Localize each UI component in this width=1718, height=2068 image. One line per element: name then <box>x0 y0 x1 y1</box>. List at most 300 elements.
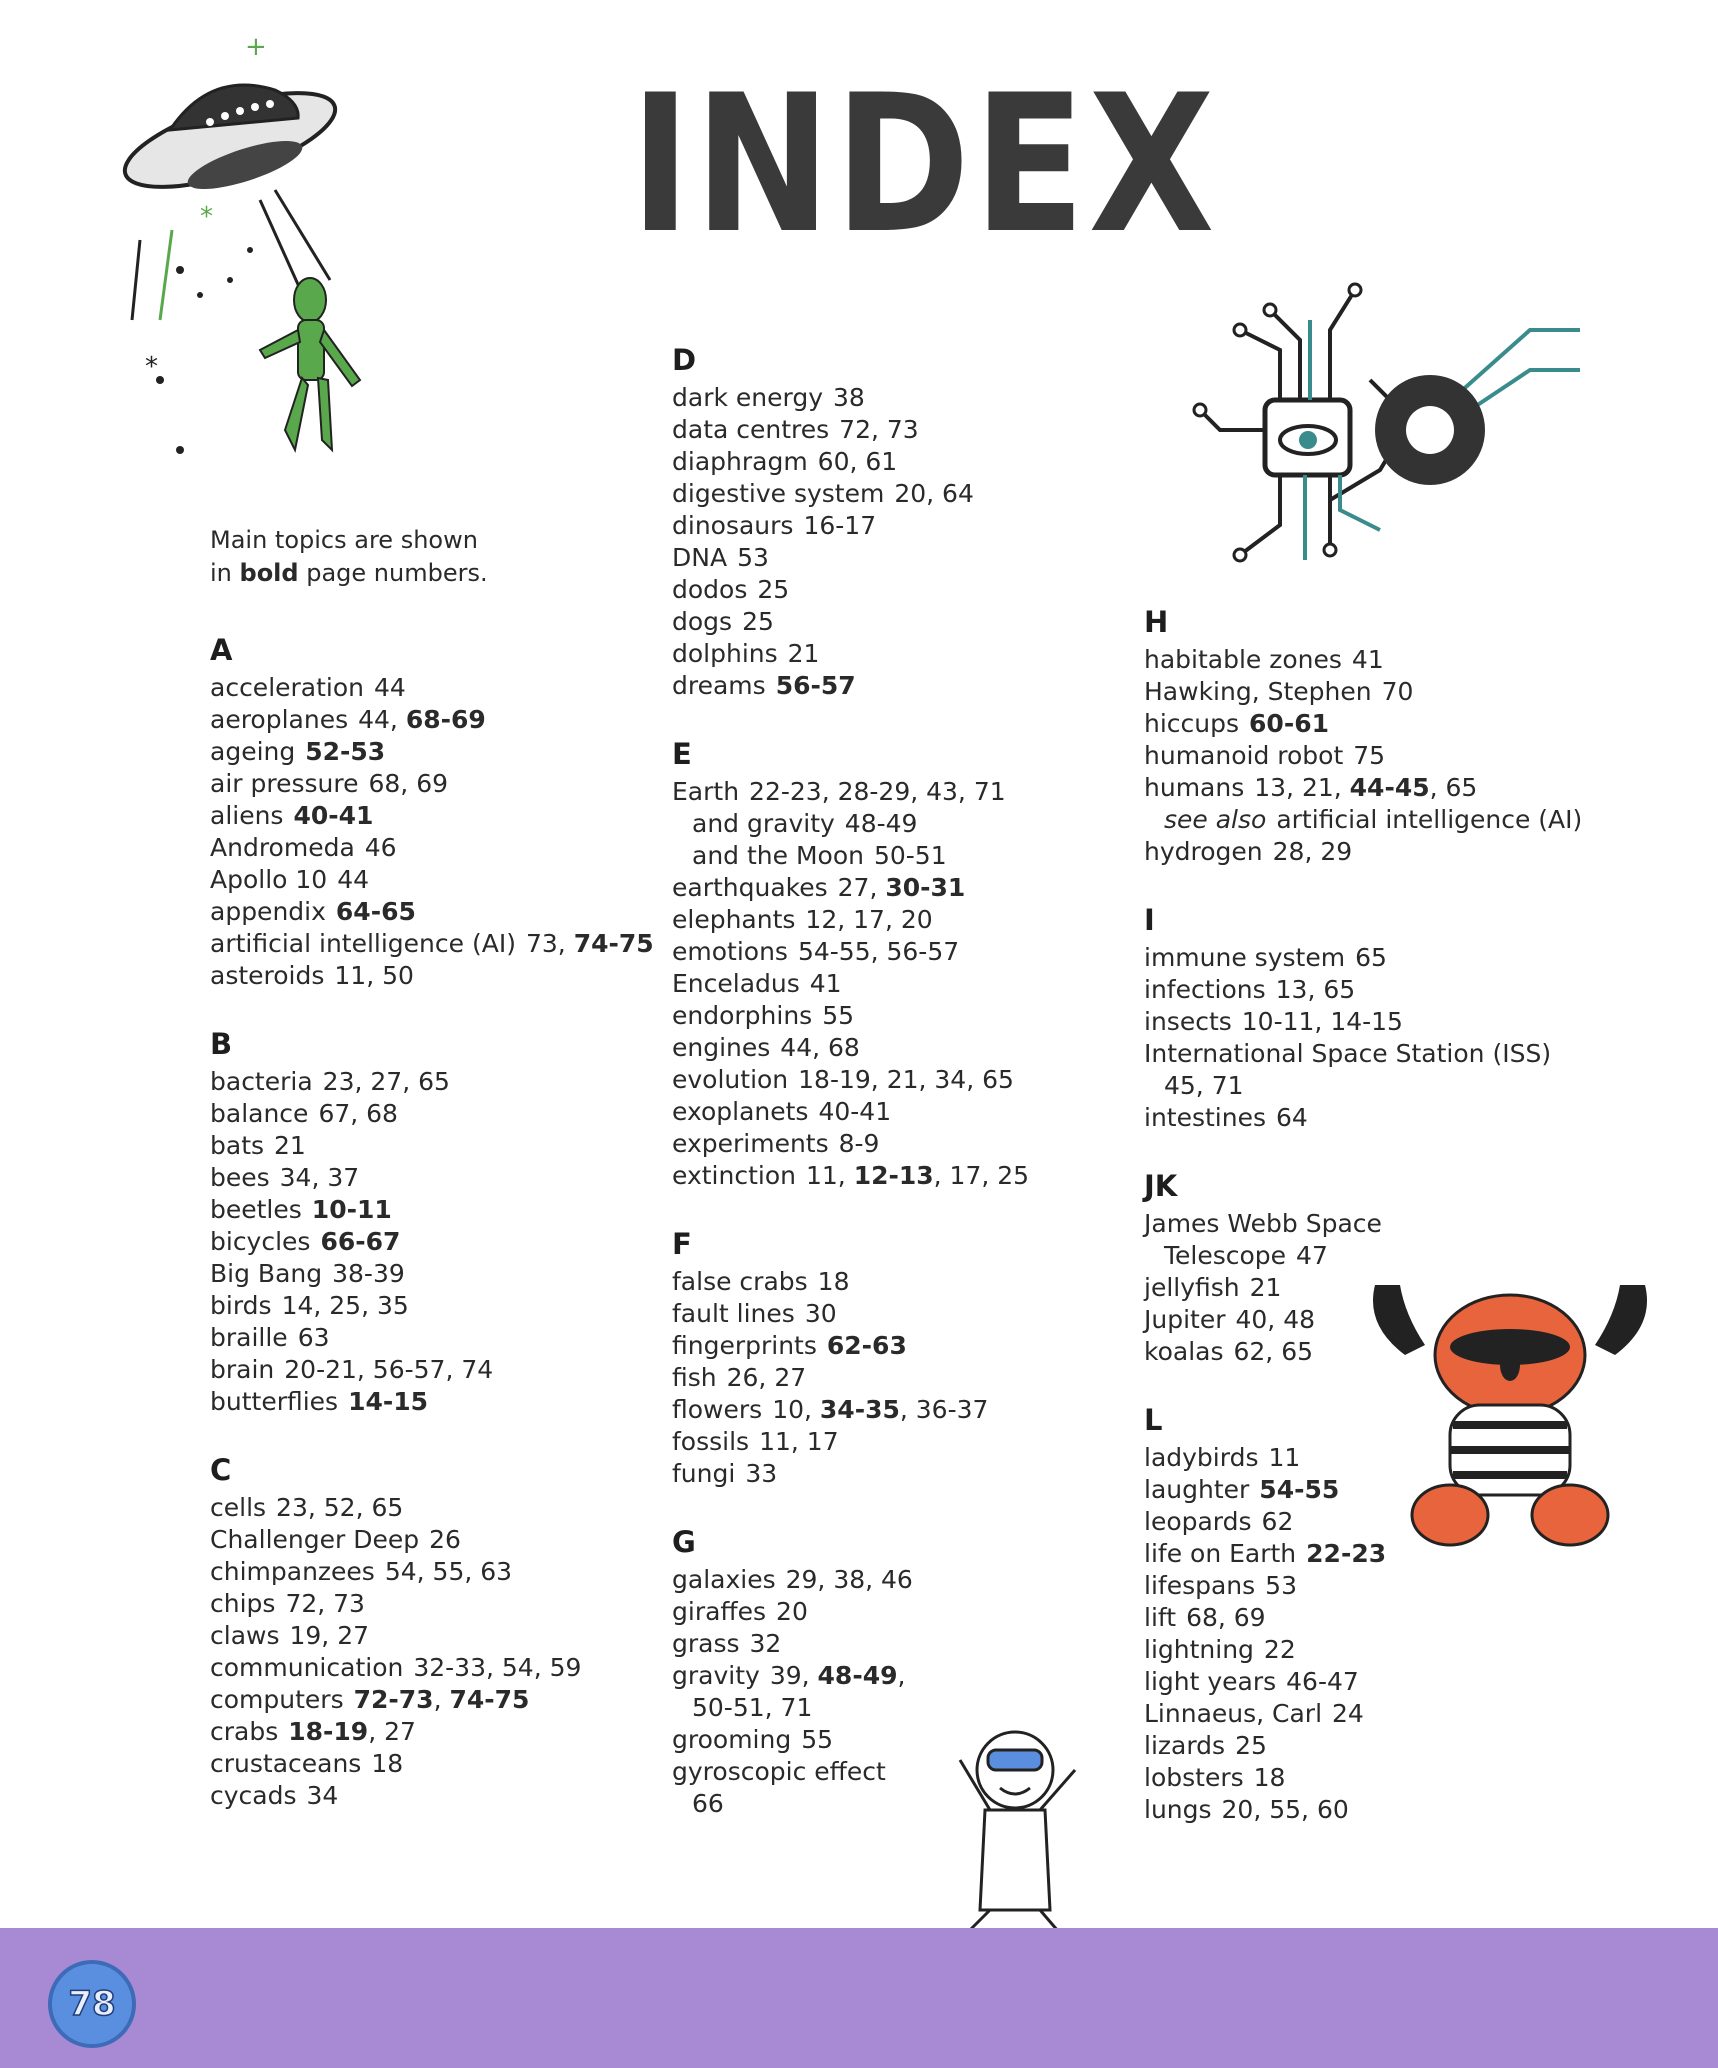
index-entry <box>210 1748 650 1780</box>
entry-pages: 46-47 <box>1286 1667 1359 1696</box>
entry-pages: 66 <box>692 1789 724 1818</box>
index-entry <box>672 1160 1092 1192</box>
entry-term: birds <box>210 1291 272 1320</box>
entry-pages: 44, <box>358 705 406 734</box>
entry-term: chimpanzees <box>210 1557 375 1586</box>
entry-pages: 33 <box>745 1459 778 1488</box>
entry-pages: 75 <box>1353 741 1386 770</box>
svg-text:*: * <box>145 352 158 382</box>
index-entry <box>210 896 650 928</box>
entry-term: hydrogen <box>1144 837 1263 866</box>
entry-term: humans <box>1144 773 1245 802</box>
index-entry <box>672 638 1092 670</box>
entry-pages: 11, 50 <box>334 961 414 990</box>
entry-pages: 50-51 <box>873 841 947 870</box>
entry-pages: 64 <box>1276 1103 1308 1132</box>
entry-pages: 68, 69 <box>368 769 449 798</box>
entry-term: hiccups <box>1144 709 1240 738</box>
index-entry <box>672 574 1092 606</box>
entry-term: dark energy <box>672 383 824 412</box>
index-entry <box>1144 1698 1574 1730</box>
footer-band <box>0 1928 1718 2068</box>
entry-pages: 40-41 <box>818 1097 892 1126</box>
entry-pages: 28, 29 <box>1272 837 1353 866</box>
entry-term: humanoid robot <box>1144 741 1344 770</box>
entry-term: lifespans <box>1144 1571 1256 1600</box>
entry-pages: , 17, 25 <box>933 1161 1030 1190</box>
index-section <box>1144 604 1583 868</box>
entry-term: bees <box>210 1163 270 1192</box>
entry-term: digestive system <box>672 479 885 508</box>
entry-term: grass <box>672 1629 740 1658</box>
entry-term: air pressure <box>210 769 359 798</box>
index-entry <box>672 1362 1092 1394</box>
entry-term: communication <box>210 1653 404 1682</box>
main-topic-pages: 44-45 <box>1349 773 1430 802</box>
entry-term: dinosaurs <box>672 511 794 540</box>
entry-pages: 18 <box>817 1267 850 1296</box>
index-entry <box>1144 1006 1574 1038</box>
entry-term: Challenger Deep <box>210 1525 420 1554</box>
index-entry <box>1144 1602 1574 1634</box>
entry-pages: 55 <box>822 1001 855 1030</box>
entry-term: diaphragm <box>672 447 808 476</box>
entry-pages: 67, 68 <box>318 1099 398 1128</box>
index-entry <box>672 1394 1092 1426</box>
entry-term: Linnaeus, Carl <box>1144 1699 1323 1728</box>
index-section <box>672 736 1092 1192</box>
index-entry <box>1144 644 1574 676</box>
entry-term: beetles <box>210 1195 302 1224</box>
entry-term: International Space Station (ISS) <box>1144 1039 1552 1068</box>
koala-icon <box>1373 1285 1647 1545</box>
index-entry <box>672 840 1092 872</box>
entry-term: insects <box>1144 1007 1232 1036</box>
index-entry <box>210 1556 650 1588</box>
alien-icon <box>260 278 360 450</box>
entry-term: leopards <box>1144 1507 1252 1536</box>
entry-pages: 25 <box>1235 1731 1267 1760</box>
entry-pages: 23, 27, 65 <box>322 1067 450 1096</box>
entry-term: Big Bang <box>210 1259 323 1288</box>
entry-term: dreams <box>672 671 766 700</box>
entry-term: bicycles <box>210 1227 311 1256</box>
index-entry <box>210 1386 650 1418</box>
entry-pages: 22-23, 28-29, 43, 71 <box>749 777 1006 806</box>
entry-term: lungs <box>1144 1795 1212 1824</box>
index-entry <box>1144 1762 1574 1794</box>
entry-term: brain <box>210 1355 275 1384</box>
entry-pages: 55 <box>801 1725 834 1754</box>
index-entry <box>210 1588 650 1620</box>
index-entry <box>210 736 650 768</box>
entry-term: false crabs <box>672 1267 808 1296</box>
index-entry <box>672 414 1092 446</box>
entry-term: acceleration <box>210 673 365 702</box>
entry-pages: 44, 68 <box>780 1033 860 1062</box>
entry-term: dogs <box>672 607 733 636</box>
entry-term: exoplanets <box>672 1097 809 1126</box>
circuit-chip-illustration <box>1180 270 1600 590</box>
entry-term: cells <box>210 1493 267 1522</box>
index-entry <box>672 1000 1092 1032</box>
index-entry <box>210 768 650 800</box>
entry-term: grooming <box>672 1725 792 1754</box>
index-section <box>210 1026 650 1418</box>
index-entry <box>210 1684 650 1716</box>
entry-pages: 18 <box>371 1749 404 1778</box>
index-entry <box>672 1096 1092 1128</box>
index-entry <box>210 672 650 704</box>
index-entry <box>210 704 650 736</box>
index-entry <box>672 446 1092 478</box>
entry-term: aeroplanes <box>210 705 349 734</box>
index-column-2 <box>672 342 1092 1854</box>
entry-pages: 34 <box>306 1781 339 1810</box>
entry-pages: 11, 17 <box>759 1427 839 1456</box>
entry-term: bacteria <box>210 1067 313 1096</box>
entry-term: lightning <box>1144 1635 1254 1664</box>
entry-pages: 45, 71 <box>1164 1071 1244 1100</box>
entry-pages: 72, 73 <box>285 1589 365 1618</box>
entry-pages: 47 <box>1296 1241 1328 1270</box>
entry-pages: 70 <box>1381 677 1414 706</box>
main-topic-pages: 18-19 <box>288 1717 369 1746</box>
entry-pages: 39, <box>769 1661 818 1690</box>
index-entry <box>210 960 650 992</box>
index-entry <box>672 1426 1092 1458</box>
index-entry <box>1144 1102 1574 1134</box>
entry-term: lift <box>1144 1603 1177 1632</box>
page-number: 78 <box>68 1984 116 2024</box>
entry-term: and gravity <box>692 809 835 838</box>
index-section <box>210 632 654 992</box>
section-letter: G <box>672 1525 696 1559</box>
entry-term: DNA <box>672 543 728 572</box>
entry-term: gravity <box>672 1661 760 1690</box>
entry-term: fossils <box>672 1427 750 1456</box>
index-entry <box>672 542 1092 574</box>
index-entry <box>1144 1666 1574 1698</box>
section-letter: D <box>672 343 697 377</box>
index-entry <box>1144 772 1574 804</box>
entry-pages: 24 <box>1332 1699 1364 1728</box>
index-entry <box>672 1458 1092 1490</box>
entry-term: balance <box>210 1099 309 1128</box>
index-entry <box>672 1064 1092 1096</box>
entry-term: appendix <box>210 897 326 926</box>
entry-term: computers <box>210 1685 344 1714</box>
entry-pages: 20, 64 <box>894 479 974 508</box>
main-topic-pages: 22-23 <box>1306 1539 1387 1568</box>
entry-pages: 72, 73 <box>839 415 919 444</box>
ufo-alien-illustration <box>60 30 420 490</box>
entry-pages: 65 <box>1355 943 1387 972</box>
index-entry <box>210 1620 650 1652</box>
koala-illustration <box>1355 1265 1665 1575</box>
index-entry <box>672 478 1092 510</box>
entry-pages: , <box>433 1685 450 1714</box>
entry-pages: 20-21, 56-57, 74 <box>284 1355 494 1384</box>
entry-term: data centres <box>672 415 830 444</box>
entry-pages: 53 <box>737 543 769 572</box>
index-entry <box>1144 1070 1574 1102</box>
main-topic-pages: 72-73 <box>353 1685 434 1714</box>
section-letter: I <box>1144 903 1155 937</box>
entry-pages: 8-9 <box>838 1129 880 1158</box>
entry-pages: 54-55, 56-57 <box>797 937 960 966</box>
page-title: INDEX <box>630 54 1218 275</box>
eye-icon <box>1280 426 1336 454</box>
index-entry <box>1144 1208 1574 1240</box>
entry-pages: 41 <box>809 969 842 998</box>
entry-term: crustaceans <box>210 1749 362 1778</box>
entry-term: dolphins <box>672 639 778 668</box>
main-topic-pages: 64-65 <box>335 897 416 926</box>
index-entry <box>672 776 1092 808</box>
index-entry <box>1144 740 1574 772</box>
entry-pages: 26 <box>429 1525 461 1554</box>
entry-pages: 18-19, 21, 34, 65 <box>798 1065 1014 1094</box>
entry-pages: 50-51, 71 <box>692 1693 813 1722</box>
index-entry <box>672 936 1092 968</box>
index-entry <box>672 1330 1092 1362</box>
index-entry <box>210 1130 650 1162</box>
index-entry <box>210 1098 650 1130</box>
entry-term: lobsters <box>1144 1763 1244 1792</box>
entry-term: and the Moon <box>692 841 864 870</box>
entry-pages: 18 <box>1253 1763 1286 1792</box>
index-entry <box>210 1258 650 1290</box>
main-topic-pages: 54-55 <box>1259 1475 1340 1504</box>
entry-term: Enceladus <box>672 969 800 998</box>
intro-note: Main topics are shown in bold page numbers. <box>210 526 488 587</box>
entry-pages: 46 <box>364 833 397 862</box>
entry-term: elephants <box>672 905 796 934</box>
entry-pages: 32-33, 54, 59 <box>413 1653 582 1682</box>
entry-term: Hawking, Stephen <box>1144 677 1372 706</box>
entry-pages: 44 <box>337 865 370 894</box>
index-entry <box>672 1660 1092 1692</box>
index-entry <box>210 1290 650 1322</box>
entry-pages: 25 <box>742 607 774 636</box>
entry-term: galaxies <box>672 1565 776 1594</box>
entry-pages: 40, 48 <box>1235 1305 1316 1334</box>
entry-pages: , 36-37 <box>899 1395 989 1424</box>
index-entry <box>672 606 1092 638</box>
index-entry <box>1144 676 1574 708</box>
entry-term: ageing <box>210 737 296 766</box>
entry-term: Jupiter <box>1144 1305 1226 1334</box>
index-entry <box>672 1564 1092 1596</box>
entry-term: immune system <box>1144 943 1346 972</box>
index-column-1 <box>210 632 654 1846</box>
main-topic-pages: 40-41 <box>293 801 374 830</box>
entry-pages: 26, 27 <box>726 1363 807 1392</box>
entry-pages: , 65 <box>1429 773 1478 802</box>
main-topic-pages: 48-49 <box>817 1661 898 1690</box>
section-letter: F <box>672 1227 692 1261</box>
entry-pages: 22 <box>1263 1635 1296 1664</box>
index-column-3 <box>1144 604 1583 1860</box>
entry-pages: 25 <box>757 575 790 604</box>
index-entry <box>210 1716 650 1748</box>
index-section <box>1144 902 1574 1134</box>
entry-pages: 20 <box>776 1597 808 1626</box>
main-topic-pages: 74-75 <box>449 1685 530 1714</box>
gear-icon <box>1375 375 1485 485</box>
entry-pages: 63 <box>297 1323 330 1352</box>
entry-term: habitable zones <box>1144 645 1342 674</box>
main-topic-pages: 56-57 <box>775 671 856 700</box>
entry-pages: 62 <box>1261 1507 1294 1536</box>
index-entry <box>672 1298 1092 1330</box>
entry-term: giraffes <box>672 1597 767 1626</box>
index-entry <box>1144 1730 1574 1762</box>
index-entry <box>1144 1634 1574 1666</box>
entry-term: butterflies <box>210 1387 339 1416</box>
index-entry <box>672 904 1092 936</box>
main-topic-pages: 30-31 <box>885 873 966 902</box>
entry-term: braille <box>210 1323 288 1352</box>
index-entry <box>210 1066 650 1098</box>
index-entry <box>1144 836 1574 868</box>
main-topic-pages: 14-15 <box>348 1387 429 1416</box>
entry-term: fungi <box>672 1459 736 1488</box>
main-topic-pages: 74-75 <box>573 929 654 958</box>
entry-term: James Webb Space <box>1144 1209 1382 1238</box>
entry-pages: 38 <box>833 383 865 412</box>
section-letter: E <box>672 737 692 771</box>
entry-pages: 13, 65 <box>1275 975 1356 1004</box>
entry-pages: 30 <box>804 1299 837 1328</box>
entry-term: intestines <box>1144 1103 1266 1132</box>
index-entry <box>672 382 1092 414</box>
entry-term: Apollo 10 <box>210 865 328 894</box>
entry-term: Telescope <box>1164 1241 1287 1270</box>
entry-pages: 48-49 <box>844 809 918 838</box>
entry-term: fault lines <box>672 1299 795 1328</box>
entry-pages: 10, <box>772 1395 820 1424</box>
page-number-badge <box>48 1960 136 2048</box>
entry-pages: 19, 27 <box>289 1621 370 1650</box>
index-entry <box>210 1354 650 1386</box>
index-entry <box>672 808 1092 840</box>
entry-term: Earth <box>672 777 740 806</box>
entry-pages: 14, 25, 35 <box>281 1291 409 1320</box>
entry-pages: 21 <box>274 1131 306 1160</box>
index-entry <box>672 510 1092 542</box>
entry-term: see also <box>1164 805 1267 834</box>
entry-pages: 11 <box>1268 1443 1301 1472</box>
entry-pages: 27, <box>837 873 886 902</box>
section-letter: L <box>1144 1403 1163 1437</box>
entry-term: light years <box>1144 1667 1277 1696</box>
index-entry <box>672 1628 1092 1660</box>
entry-term: jellyfish <box>1144 1273 1240 1302</box>
entry-term: cycads <box>210 1781 297 1810</box>
entry-term: chips <box>210 1589 276 1618</box>
main-topic-pages: 62-63 <box>826 1331 907 1360</box>
entry-pages: 62, 65 <box>1233 1337 1314 1366</box>
entry-pages: 12, 17, 20 <box>805 905 933 934</box>
main-topic-pages: 60-61 <box>1249 709 1329 738</box>
index-entry <box>210 1194 650 1226</box>
entry-term: life on Earth <box>1144 1539 1297 1568</box>
index-entry <box>672 1128 1092 1160</box>
index-entry <box>672 670 1092 702</box>
index-entry <box>210 832 650 864</box>
entry-pages: 23, 52, 65 <box>276 1493 404 1522</box>
entry-term: laughter <box>1144 1475 1250 1504</box>
entry-term: dodos <box>672 575 748 604</box>
index-entry <box>210 1226 650 1258</box>
entry-term: evolution <box>672 1065 789 1094</box>
index-entry <box>210 1780 650 1812</box>
index-entry <box>1144 804 1583 836</box>
entry-term: koalas <box>1144 1337 1224 1366</box>
entry-pages: 32 <box>749 1629 782 1658</box>
section-letter: A <box>210 633 233 667</box>
entry-term: Andromeda <box>210 833 355 862</box>
main-topic-pages: 68-69 <box>405 705 486 734</box>
entry-pages: 54, 55, 63 <box>384 1557 513 1586</box>
entry-pages: 53 <box>1265 1571 1297 1600</box>
entry-pages: 73, <box>525 929 574 958</box>
entry-pages: artificial intelligence (AI) <box>1276 805 1583 834</box>
index-entry <box>672 1266 1092 1298</box>
entry-term: aliens <box>210 801 284 830</box>
entry-term: asteroids <box>210 961 325 990</box>
section-letter: JK <box>1144 1169 1178 1203</box>
index-entry <box>672 1032 1092 1064</box>
entry-pages: 38-39 <box>332 1259 405 1288</box>
index-entry <box>1144 1038 1574 1070</box>
entry-pages: 21 <box>1249 1273 1282 1302</box>
index-entry <box>1144 1794 1574 1826</box>
index-entry <box>1144 708 1574 740</box>
entry-pages: , <box>897 1661 906 1690</box>
index-entry <box>210 864 650 896</box>
entry-term: lizards <box>1144 1731 1226 1760</box>
index-entry <box>672 968 1092 1000</box>
entry-term: gyroscopic effect <box>672 1757 886 1786</box>
entry-pages: 29, 38, 46 <box>785 1565 913 1594</box>
entry-term: artificial intelligence (AI) <box>210 929 516 958</box>
entry-pages: 20, 55, 60 <box>1221 1795 1349 1824</box>
section-letter: H <box>1144 605 1169 639</box>
entry-pages: 68, 69 <box>1186 1603 1266 1632</box>
index-entry <box>672 872 1092 904</box>
entry-term: engines <box>672 1033 771 1062</box>
index-entry <box>210 800 650 832</box>
index-entry <box>210 1492 650 1524</box>
main-topic-pages: 10-11 <box>311 1195 392 1224</box>
entry-term: crabs <box>210 1717 279 1746</box>
index-section <box>672 1226 1092 1490</box>
main-topic-pages: 12-13 <box>853 1161 934 1190</box>
index-entry <box>210 1162 650 1194</box>
index-entry <box>210 928 654 960</box>
index-entry <box>210 1524 650 1556</box>
section-letter: C <box>210 1453 232 1487</box>
entry-term: bats <box>210 1131 265 1160</box>
entry-pages: 60, 61 <box>817 447 898 476</box>
entry-pages: 11, <box>805 1161 854 1190</box>
entry-term: experiments <box>672 1129 829 1158</box>
entry-term: fingerprints <box>672 1331 817 1360</box>
entry-pages: 21 <box>787 639 820 668</box>
